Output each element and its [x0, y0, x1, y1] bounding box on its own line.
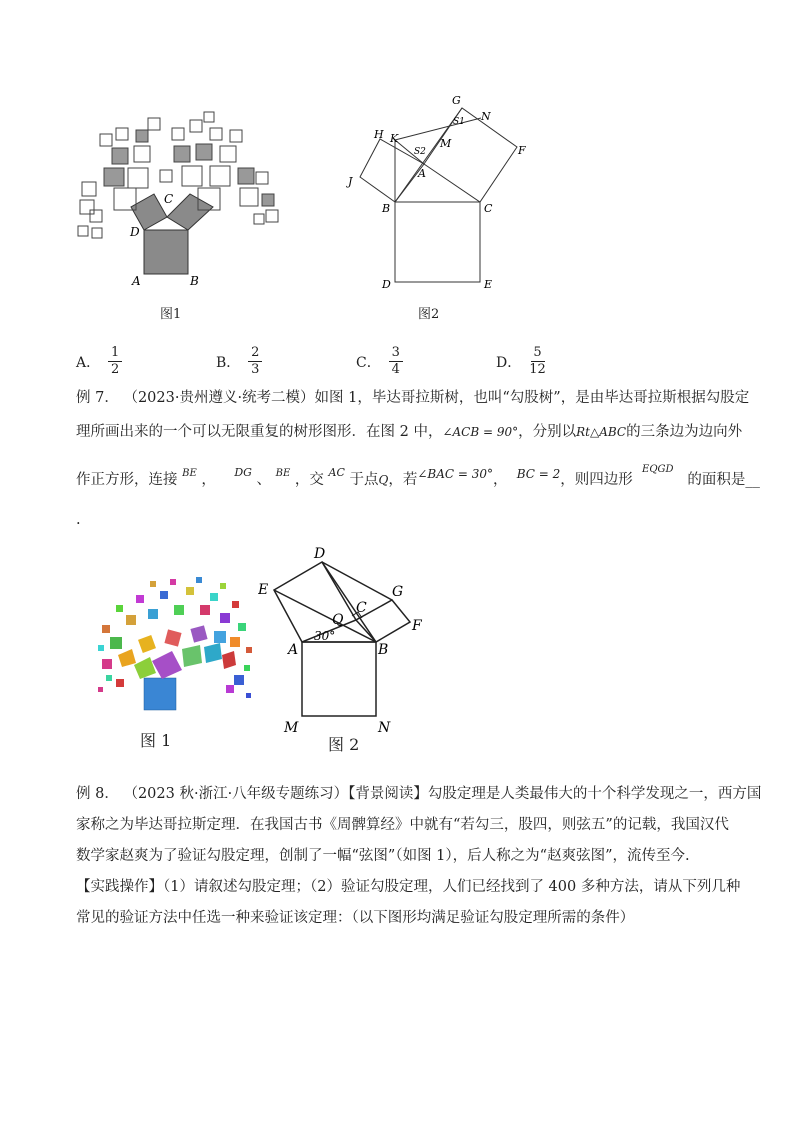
point-k-label: K [390, 132, 399, 145]
point-g-label: G [452, 94, 461, 107]
mid-point-a: A [288, 642, 299, 658]
area-s1-label: S1 [453, 117, 465, 127]
mid-point-m: M [284, 720, 299, 736]
point-c2-label: C [484, 202, 493, 215]
figure-1-tree [70, 110, 300, 310]
mid-point-d: D [314, 546, 326, 562]
point-e2-label: E [484, 278, 493, 291]
option-d: D． $\frac{5}{12}$ [496, 345, 546, 377]
ex8-line1: 例 8． （2023 秋·浙江·八年级专题练习）【背景阅读】勾股定理是人类最伟大的十个科学发现之一，西方国 [76, 786, 762, 802]
ex7-line2: 理所画出来的一个可以无限重复的树形图形．在图 2 中，∠ACB = 90°，分别以Rt△ABC的三条边为边向外 [76, 424, 743, 440]
ex8-line3: 数学家赵爽为了验证勾股定理，创制了一幅“弦图”（如图 1），后人称之为“赵爽弦图”，流传至今. [76, 848, 690, 864]
mid-figure-2-geometry [258, 540, 438, 755]
mid-point-b: B [378, 642, 389, 658]
point-c-label: C [164, 192, 174, 206]
point-d2-label: D [382, 278, 391, 291]
mid-point-e: E [258, 582, 269, 598]
figure-1-caption: 图1 [160, 307, 182, 322]
ex8-line5: 常见的验证方法中任选一种来验证该定理：（以下图形均满足验证勾股定理所需的条件） [76, 910, 635, 926]
point-n-label: N [481, 110, 491, 123]
option-b: B． $\frac{2}{3}$ [216, 346, 262, 377]
mid-point-c: C [356, 600, 367, 616]
angle-30-label: 30° [314, 629, 336, 643]
ex7-line3: 作正方形，连接 $^{BE}$ ， $^{DG}$ 、 $^{BE}$ ，交 $^{AC}$ 于点Q，若$^{\angle BAC = 30^\circ}$， $^{BC = 2}$，则四边形 $^{EQGD}$ 的面积是__ [76, 464, 760, 488]
point-j-label: J [348, 175, 353, 188]
ex8-line2: 家称之为毕达哥拉斯定理．在我国古书《周髀算经》中就有“若勾三，股四，则弦五”的记载，我国汉代 [76, 817, 729, 833]
figure-2-caption: 图2 [418, 307, 440, 322]
mid-point-n: N [378, 720, 391, 736]
mid-figure-2-caption: 图 2 [328, 735, 360, 754]
option-a: A． $\frac{1}{2}$ [76, 346, 122, 377]
point-a2-label: A [418, 167, 426, 180]
point-f-label: F [518, 144, 526, 157]
point-a-label: A [132, 274, 141, 288]
point-b2-label: B [382, 202, 391, 215]
option-c: C． $\frac{3}{4}$ [356, 346, 403, 377]
point-h-label: H [374, 128, 384, 141]
ex7-line4: . [76, 512, 81, 528]
ex7-line1: 例 7． （2023·贵州遵义·统考二模）如图 1，毕达哥拉斯树，也叫“勾股树”，是由毕达哥拉斯根据勾股定 [76, 390, 750, 406]
mid-point-f: F [412, 618, 422, 634]
point-b-label: B [190, 274, 199, 288]
point-m-label: M [440, 137, 452, 150]
mid-point-g: G [392, 584, 404, 600]
pythagoras-tree-colored [96, 575, 256, 715]
point-d-label: D [130, 225, 140, 239]
figure-2-geometry [340, 92, 540, 297]
mid-figure-1-caption: 图 1 [140, 731, 172, 750]
area-s2-label: S2 [414, 147, 426, 157]
mid-point-q: Q [332, 612, 344, 628]
ex8-line4: 【实践操作】（1）请叙述勾股定理；（2）验证勾股定理，人们已经找到了 400 多种方法，请从下列几种 [76, 879, 741, 895]
